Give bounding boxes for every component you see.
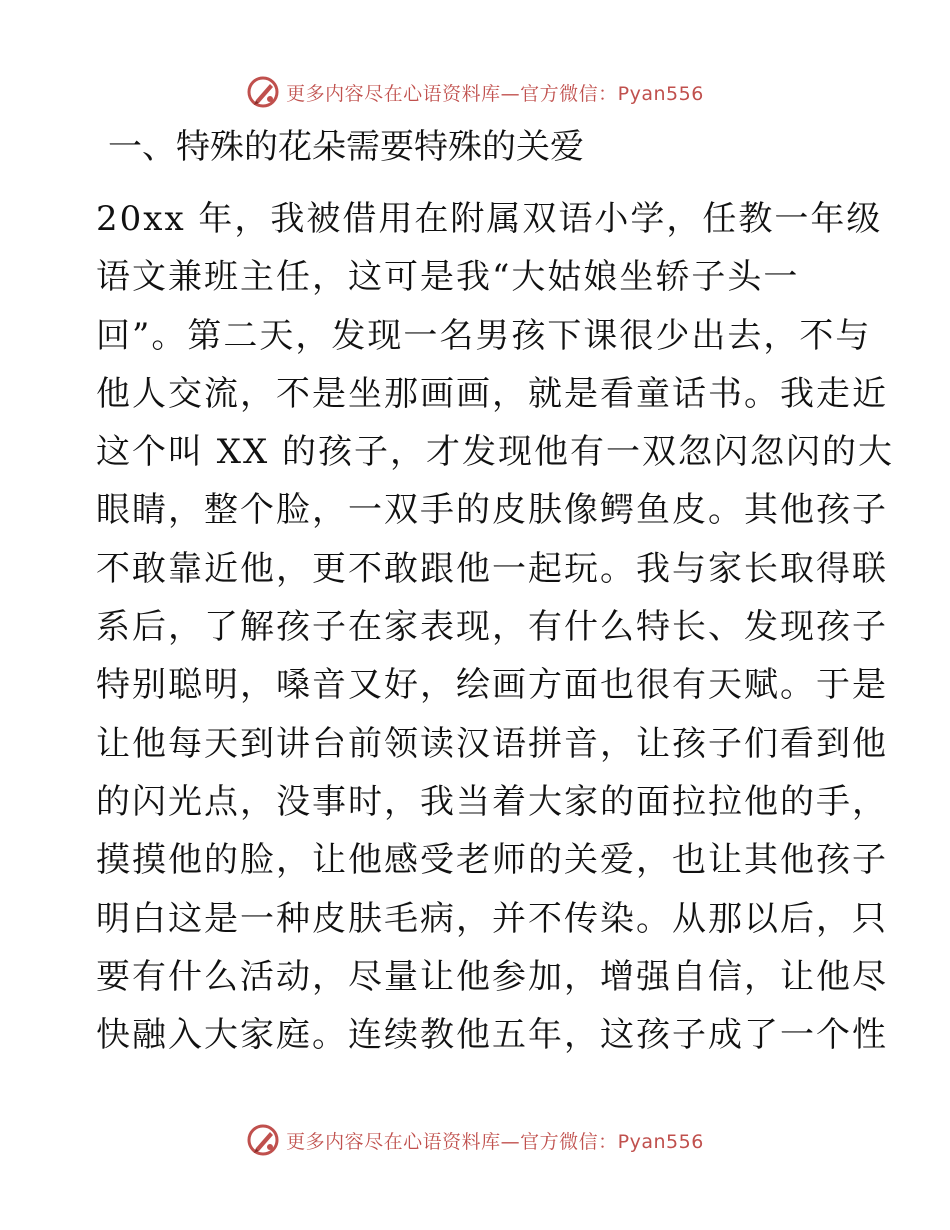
text-line: 的闪光点，没事时，我当着大家的面拉拉他的手，	[96, 781, 888, 822]
body-text	[96, 190, 895, 1064]
text-line: 让他每天到讲台前领读汉语拼音，让孩子们看到他	[96, 723, 888, 764]
watermark-text: 更多内容尽在心语资料库—官方微信：Pyan556	[286, 1130, 704, 1153]
text-line: 20xx 年，我被借用在附属双语小学，任教一年级	[96, 199, 883, 239]
text-line: 不敢靠近他，更不敢跟他一起玩。我与家长取得联	[96, 548, 888, 589]
text-line: 回”。第二天，发现一名男孩下课很少出去，不与	[96, 315, 872, 356]
text-line: 这个叫 XX 的孩子，才发现他有一双忽闪忽闪的大	[96, 432, 895, 473]
text-line: 明白这是一种皮肤毛病，并不传染。从那以后，只	[96, 898, 888, 939]
text-line: 系后，了解孩子在家表现，有什么特长、发现孩子	[96, 607, 888, 648]
text-line: 要有什么活动，尽量让他参加，增强自信，让他尽	[96, 956, 888, 997]
header-watermark	[0, 72, 950, 112]
text-line: 他人交流，不是坐那画画，就是看童话书。我走近	[96, 373, 888, 414]
text-line: 眼睛，整个脸，一双手的皮肤像鳄鱼皮。其他孩子	[96, 490, 888, 531]
text-line: 特别聪明，嗓音又好，绘画方面也很有天赋。于是	[96, 665, 888, 706]
watermark-text: 更多内容尽在心语资料库—官方微信：Pyan556	[286, 82, 704, 105]
footer-watermark	[0, 1120, 950, 1160]
section-heading: 一、特殊的花朵需要特殊的关爱	[108, 127, 584, 167]
text-line: 摸摸他的脸，让他感受老师的关爱，也让其他孩子	[96, 840, 888, 881]
pen-circle-logo-icon	[246, 75, 280, 109]
text-line: 语文兼班主任，这可是我“大姑娘坐轿子头一	[96, 257, 800, 298]
text-line: 快融入大家庭。连续教他五年，这孩子成了一个性	[96, 1015, 888, 1056]
pen-circle-logo-icon	[246, 1123, 280, 1157]
